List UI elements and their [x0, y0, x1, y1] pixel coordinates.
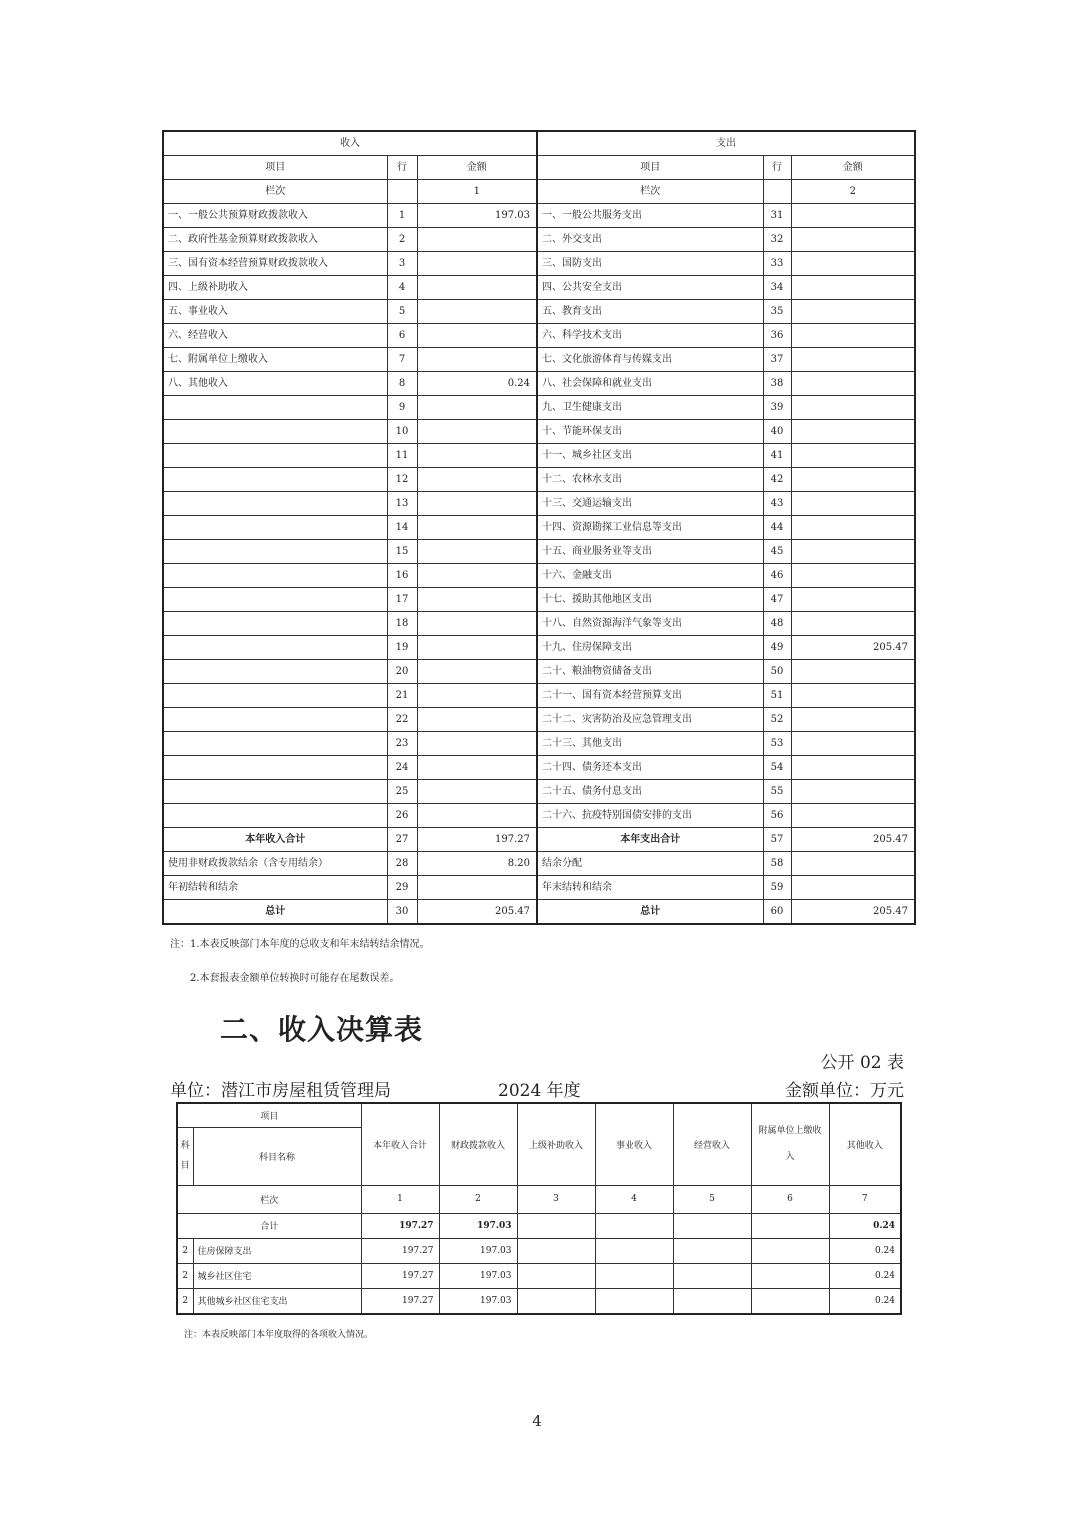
- table-row: [163, 756, 915, 780]
- expense-item-name: 一、一般公共服务支出: [537, 204, 763, 228]
- table2-note: 注：本表反映部门本年度取得的各项收入情况。: [184, 1330, 374, 1340]
- income-item-name: [163, 756, 387, 780]
- income-item-name: [163, 636, 387, 660]
- table-row: [163, 660, 915, 684]
- note-2: 2.本套报表金额单位转换时可能存在尾数误差。: [190, 973, 400, 984]
- income-row-number: 10: [387, 420, 417, 444]
- income-amount: [417, 708, 537, 732]
- expense-row-number: 36: [763, 324, 791, 348]
- expense-lanci-row-cell: [763, 180, 791, 204]
- expense-amount: [791, 540, 915, 564]
- note-1: 注：1.本表反映部门本年度的总收支和年末结转结余情况。: [170, 939, 430, 950]
- income-row-number: 29: [387, 876, 417, 900]
- table-row: [163, 204, 915, 228]
- income-item-name: [163, 612, 387, 636]
- expense-row-number: 56: [763, 804, 791, 828]
- income-item-name: 总计: [163, 900, 387, 925]
- expense-item-name: 四、公共安全支出: [537, 276, 763, 300]
- col-header-2: 财政拨款收入: [439, 1103, 517, 1185]
- expense-amount: [791, 684, 915, 708]
- table-row: [163, 804, 915, 828]
- expense-amount: [791, 396, 915, 420]
- expense-row-number: 33: [763, 252, 791, 276]
- expense-amount: [791, 780, 915, 804]
- expense-amount: [791, 300, 915, 324]
- expense-item-name: 十六、金融支出: [537, 564, 763, 588]
- income-item-name: [163, 588, 387, 612]
- income-row-number: 22: [387, 708, 417, 732]
- value-cell: [673, 1238, 751, 1263]
- income-item-name: 四、上级补助收入: [163, 276, 387, 300]
- income-amount: [417, 804, 537, 828]
- expense-amount: [791, 420, 915, 444]
- income-amount: [417, 588, 537, 612]
- income-item-name: [163, 444, 387, 468]
- expense-amount: [791, 564, 915, 588]
- income-amount: [417, 612, 537, 636]
- col-num-6: 6: [751, 1185, 829, 1213]
- col-header-3: 上级补助收入: [517, 1103, 595, 1185]
- kemu-name: 其他城乡社区住宅支出: [193, 1288, 361, 1314]
- expense-amount: 205.47: [791, 828, 915, 852]
- income-row-col: 行: [387, 156, 417, 180]
- income-lanci: 栏次: [163, 180, 387, 204]
- value-cell: 0.24: [829, 1263, 901, 1288]
- grand-total-row: [163, 900, 915, 925]
- expense-item-name: 二十六、抗疫特别国债安排的支出: [537, 804, 763, 828]
- value-cell: [595, 1288, 673, 1314]
- income-col-number: 1: [417, 180, 537, 204]
- income-statement-table: [176, 1102, 902, 1315]
- table2-header-row: [177, 1103, 901, 1127]
- table-row: [163, 372, 915, 396]
- income-amount: [417, 396, 537, 420]
- table-row: [163, 540, 915, 564]
- table-row: [163, 564, 915, 588]
- expense-item-name: 六、科学技术支出: [537, 324, 763, 348]
- table-row: [177, 1263, 901, 1288]
- expense-item-name: 十八、自然资源海洋气象等支出: [537, 612, 763, 636]
- table-row: [177, 1238, 901, 1263]
- value-cell: [595, 1238, 673, 1263]
- kemu-code: 2: [177, 1263, 193, 1288]
- income-item-col: 项目: [163, 156, 387, 180]
- expense-item-name: 二十一、国有资本经营预算支出: [537, 684, 763, 708]
- expense-row-number: 38: [763, 372, 791, 396]
- income-row-number: 30: [387, 900, 417, 925]
- expense-item-name: 十四、资源勘探工业信息等支出: [537, 516, 763, 540]
- total-value-7: 0.24: [829, 1213, 901, 1238]
- income-row-number: 13: [387, 492, 417, 516]
- income-row-number: 6: [387, 324, 417, 348]
- total-value-6: [751, 1213, 829, 1238]
- income-item-name: [163, 708, 387, 732]
- expense-amount: [791, 612, 915, 636]
- table2-lanci-row: [177, 1185, 901, 1213]
- income-item-name: [163, 420, 387, 444]
- expense-item-name: 二十二、灾害防治及应急管理支出: [537, 708, 763, 732]
- expense-item-name: 三、国防支出: [537, 252, 763, 276]
- income-row-number: 24: [387, 756, 417, 780]
- expense-row-number: 51: [763, 684, 791, 708]
- col-num-7: 7: [829, 1185, 901, 1213]
- col-header-1: 本年收入合计: [361, 1103, 439, 1185]
- total-value-3: [517, 1213, 595, 1238]
- value-cell: 197.03: [439, 1238, 517, 1263]
- income-item-name: 年初结转和结余: [163, 876, 387, 900]
- income-item-name: 六、经营收入: [163, 324, 387, 348]
- expense-row-number: 37: [763, 348, 791, 372]
- value-cell: [517, 1263, 595, 1288]
- kemu-name: 城乡社区住宅: [193, 1263, 361, 1288]
- income-amount: [417, 564, 537, 588]
- income-amount: [417, 252, 537, 276]
- section-title: 二、收入决算表: [220, 1013, 424, 1046]
- value-cell: 0.24: [829, 1238, 901, 1263]
- expense-item-name: 总计: [537, 900, 763, 925]
- income-row-number: 15: [387, 540, 417, 564]
- kemu-code-header: 科目: [177, 1127, 193, 1185]
- table-row: [163, 324, 915, 348]
- expense-row-number: 48: [763, 612, 791, 636]
- expense-amount: [791, 708, 915, 732]
- income-row-number: 7: [387, 348, 417, 372]
- expense-amount-col: 金额: [791, 156, 915, 180]
- col-header-7: 其他收入: [829, 1103, 901, 1185]
- expense-amount: [791, 348, 915, 372]
- table-row: [177, 1288, 901, 1314]
- total-value-5: [673, 1213, 751, 1238]
- income-row-number: 3: [387, 252, 417, 276]
- table-row: [163, 228, 915, 252]
- income-item-name: 三、国有资本经营预算财政拨款收入: [163, 252, 387, 276]
- expense-row-number: 43: [763, 492, 791, 516]
- income-amount: [417, 300, 537, 324]
- value-cell: 197.03: [439, 1263, 517, 1288]
- income-row-number: 14: [387, 516, 417, 540]
- expense-amount: [791, 732, 915, 756]
- column-header-row: [163, 156, 915, 180]
- income-row-number: 26: [387, 804, 417, 828]
- expense-item-name: 十九、住房保障支出: [537, 636, 763, 660]
- income-item-name: [163, 468, 387, 492]
- income-amount: [417, 756, 537, 780]
- expense-row-number: 58: [763, 852, 791, 876]
- value-cell: 197.27: [361, 1288, 439, 1314]
- table-row: [163, 492, 915, 516]
- income-amount: [417, 732, 537, 756]
- income-amount: [417, 780, 537, 804]
- form-code: 公开 02 表: [820, 1053, 904, 1073]
- col-num-3: 3: [517, 1185, 595, 1213]
- expense-item-name: 本年支出合计: [537, 828, 763, 852]
- expense-amount: [791, 852, 915, 876]
- total-label: 合计: [177, 1213, 361, 1238]
- expense-amount: [791, 252, 915, 276]
- expense-item-name: 十二、农林水支出: [537, 468, 763, 492]
- income-item-name: 二、政府性基金预算财政拨款收入: [163, 228, 387, 252]
- value-cell: [673, 1288, 751, 1314]
- income-amount: 0.24: [417, 372, 537, 396]
- income-amount: [417, 660, 537, 684]
- expense-row-number: 47: [763, 588, 791, 612]
- income-amount: [417, 420, 537, 444]
- income-amount: [417, 636, 537, 660]
- expense-item-name: 二十三、其他支出: [537, 732, 763, 756]
- income-item-name: [163, 516, 387, 540]
- expense-amount: 205.47: [791, 636, 915, 660]
- income-item-name: [163, 804, 387, 828]
- item-header: 项目: [177, 1103, 361, 1127]
- table2-total-row: [177, 1213, 901, 1238]
- income-amount: [417, 444, 537, 468]
- expense-item-name: 二、外交支出: [537, 228, 763, 252]
- table-row: [163, 468, 915, 492]
- income-amount: 197.27: [417, 828, 537, 852]
- expense-row-number: 57: [763, 828, 791, 852]
- expense-item-name: 二十五、债务付息支出: [537, 780, 763, 804]
- expense-amount: [791, 492, 915, 516]
- expense-amount: [791, 876, 915, 900]
- expense-item-name: 九、卫生健康支出: [537, 396, 763, 420]
- income-row-number: 28: [387, 852, 417, 876]
- expense-header: 支出: [537, 131, 915, 156]
- income-row-number: 21: [387, 684, 417, 708]
- expense-row-number: 41: [763, 444, 791, 468]
- income-row-number: 27: [387, 828, 417, 852]
- expense-row-number: 60: [763, 900, 791, 925]
- table-row: [163, 732, 915, 756]
- income-item-name: [163, 684, 387, 708]
- income-amount: 197.03: [417, 204, 537, 228]
- expense-item-name: 十三、交通运输支出: [537, 492, 763, 516]
- income-amount: [417, 324, 537, 348]
- expense-row-number: 35: [763, 300, 791, 324]
- income-header: 收入: [163, 131, 537, 156]
- col-num-2: 2: [439, 1185, 517, 1213]
- expense-row-number: 52: [763, 708, 791, 732]
- income-item-name: 一、一般公共预算财政拨款收入: [163, 204, 387, 228]
- kemu-name: 住房保障支出: [193, 1238, 361, 1263]
- expense-amount: [791, 588, 915, 612]
- table-row: [163, 708, 915, 732]
- expense-row-number: 42: [763, 468, 791, 492]
- expense-amount: [791, 804, 915, 828]
- col-header-4: 事业收入: [595, 1103, 673, 1185]
- table-row: [163, 852, 915, 876]
- income-item-name: 八、其他收入: [163, 372, 387, 396]
- table2-lanci: 栏次: [177, 1185, 361, 1213]
- expense-item-name: 十五、商业服务业等支出: [537, 540, 763, 564]
- expense-row-col: 行: [763, 156, 791, 180]
- expense-row-number: 49: [763, 636, 791, 660]
- col-header-5: 经营收入: [673, 1103, 751, 1185]
- table-row: [163, 684, 915, 708]
- income-row-number: 19: [387, 636, 417, 660]
- income-row-number: 20: [387, 660, 417, 684]
- income-amount: [417, 684, 537, 708]
- income-row-number: 23: [387, 732, 417, 756]
- expense-item-name: 二十四、债务还本支出: [537, 756, 763, 780]
- col-num-1: 1: [361, 1185, 439, 1213]
- value-cell: [673, 1263, 751, 1288]
- income-lanci-row-cell: [387, 180, 417, 204]
- income-item-name: [163, 540, 387, 564]
- value-cell: [751, 1263, 829, 1288]
- expense-item-col: 项目: [537, 156, 763, 180]
- value-cell: [517, 1238, 595, 1263]
- total-value-1: 197.27: [361, 1213, 439, 1238]
- income-amount-col: 金额: [417, 156, 537, 180]
- income-row-number: 9: [387, 396, 417, 420]
- income-item-name: [163, 396, 387, 420]
- income-amount: [417, 276, 537, 300]
- expense-amount: [791, 372, 915, 396]
- income-amount: [417, 492, 537, 516]
- table-row: [163, 300, 915, 324]
- expense-item-name: 十一、城乡社区支出: [537, 444, 763, 468]
- expense-item-name: 二十、粮油物资储备支出: [537, 660, 763, 684]
- income-amount: [417, 348, 537, 372]
- value-cell: [751, 1238, 829, 1263]
- income-item-name: [163, 564, 387, 588]
- table-row: [163, 876, 915, 900]
- expense-row-number: 46: [763, 564, 791, 588]
- table-row: [163, 636, 915, 660]
- expense-row-number: 44: [763, 516, 791, 540]
- expense-row-number: 39: [763, 396, 791, 420]
- expense-row-number: 34: [763, 276, 791, 300]
- value-cell: 0.24: [829, 1288, 901, 1314]
- table-row: [163, 420, 915, 444]
- value-cell: 197.03: [439, 1288, 517, 1314]
- table-row: [163, 276, 915, 300]
- table-row: [163, 588, 915, 612]
- income-row-number: 18: [387, 612, 417, 636]
- expense-col-number: 2: [791, 180, 915, 204]
- income-row-number: 8: [387, 372, 417, 396]
- income-row-number: 1: [387, 204, 417, 228]
- expense-amount: [791, 468, 915, 492]
- income-amount: [417, 228, 537, 252]
- expense-row-number: 54: [763, 756, 791, 780]
- expense-row-number: 55: [763, 780, 791, 804]
- expense-row-number: 50: [763, 660, 791, 684]
- income-row-number: 17: [387, 588, 417, 612]
- value-cell: [751, 1288, 829, 1314]
- expense-lanci: 栏次: [537, 180, 763, 204]
- table-row: [163, 780, 915, 804]
- expense-row-number: 53: [763, 732, 791, 756]
- value-cell: 197.27: [361, 1238, 439, 1263]
- expense-item-name: 年末结转和结余: [537, 876, 763, 900]
- expense-row-number: 32: [763, 228, 791, 252]
- income-row-number: 11: [387, 444, 417, 468]
- expense-amount: [791, 276, 915, 300]
- value-cell: [595, 1263, 673, 1288]
- expense-item-name: 结余分配: [537, 852, 763, 876]
- income-item-name: 使用非财政拨款结余（含专用结余）: [163, 852, 387, 876]
- report-year: 2024 年度: [498, 1081, 581, 1101]
- income-row-number: 4: [387, 276, 417, 300]
- table-row: [163, 252, 915, 276]
- expense-amount: [791, 660, 915, 684]
- expense-row-number: 40: [763, 420, 791, 444]
- income-row-number: 12: [387, 468, 417, 492]
- income-amount: [417, 540, 537, 564]
- col-header-6: 附属单位上缴收入: [751, 1103, 829, 1185]
- income-row-number: 16: [387, 564, 417, 588]
- value-cell: 197.27: [361, 1263, 439, 1288]
- expense-amount: 205.47: [791, 900, 915, 925]
- total-value-2: 197.03: [439, 1213, 517, 1238]
- kemu-code: 2: [177, 1288, 193, 1314]
- total-value-4: [595, 1213, 673, 1238]
- income-row-number: 2: [387, 228, 417, 252]
- expense-item-name: 十、节能环保支出: [537, 420, 763, 444]
- expense-amount: [791, 444, 915, 468]
- expense-row-number: 31: [763, 204, 791, 228]
- expense-item-name: 五、教育支出: [537, 300, 763, 324]
- expense-row-number: 45: [763, 540, 791, 564]
- income-item-name: 本年收入合计: [163, 828, 387, 852]
- lanci-row: [163, 180, 915, 204]
- income-amount: [417, 468, 537, 492]
- expense-amount: [791, 204, 915, 228]
- expense-item-name: 八、社会保障和就业支出: [537, 372, 763, 396]
- reporting-unit: 单位：潜江市房屋租赁管理局: [170, 1081, 391, 1101]
- col-num-5: 5: [673, 1185, 751, 1213]
- expense-amount: [791, 516, 915, 540]
- page-number: 4: [532, 1412, 542, 1430]
- income-item-name: [163, 732, 387, 756]
- income-amount: [417, 876, 537, 900]
- income-amount: [417, 516, 537, 540]
- kemu-name-header: 科目名称: [193, 1127, 361, 1185]
- expense-item-name: 七、文化旅游体育与传媒支出: [537, 348, 763, 372]
- value-cell: [517, 1288, 595, 1314]
- table-row: [163, 396, 915, 420]
- expense-amount: [791, 324, 915, 348]
- subtotal-row: [163, 828, 915, 852]
- income-item-name: 五、事业收入: [163, 300, 387, 324]
- income-expense-summary-table: [162, 130, 916, 925]
- income-amount: 205.47: [417, 900, 537, 925]
- table-header-row: [163, 131, 915, 156]
- table-row: [163, 444, 915, 468]
- table-row: [163, 612, 915, 636]
- table-row: [163, 516, 915, 540]
- col-num-4: 4: [595, 1185, 673, 1213]
- income-row-number: 5: [387, 300, 417, 324]
- expense-amount: [791, 756, 915, 780]
- income-item-name: [163, 780, 387, 804]
- table-row: [163, 348, 915, 372]
- kemu-code: 2: [177, 1238, 193, 1263]
- income-row-number: 25: [387, 780, 417, 804]
- income-item-name: 七、附属单位上缴收入: [163, 348, 387, 372]
- money-unit: 金额单位：万元: [785, 1081, 904, 1101]
- expense-amount: [791, 228, 915, 252]
- income-amount: 8.20: [417, 852, 537, 876]
- expense-row-number: 59: [763, 876, 791, 900]
- income-item-name: [163, 660, 387, 684]
- income-item-name: [163, 492, 387, 516]
- expense-item-name: 十七、援助其他地区支出: [537, 588, 763, 612]
